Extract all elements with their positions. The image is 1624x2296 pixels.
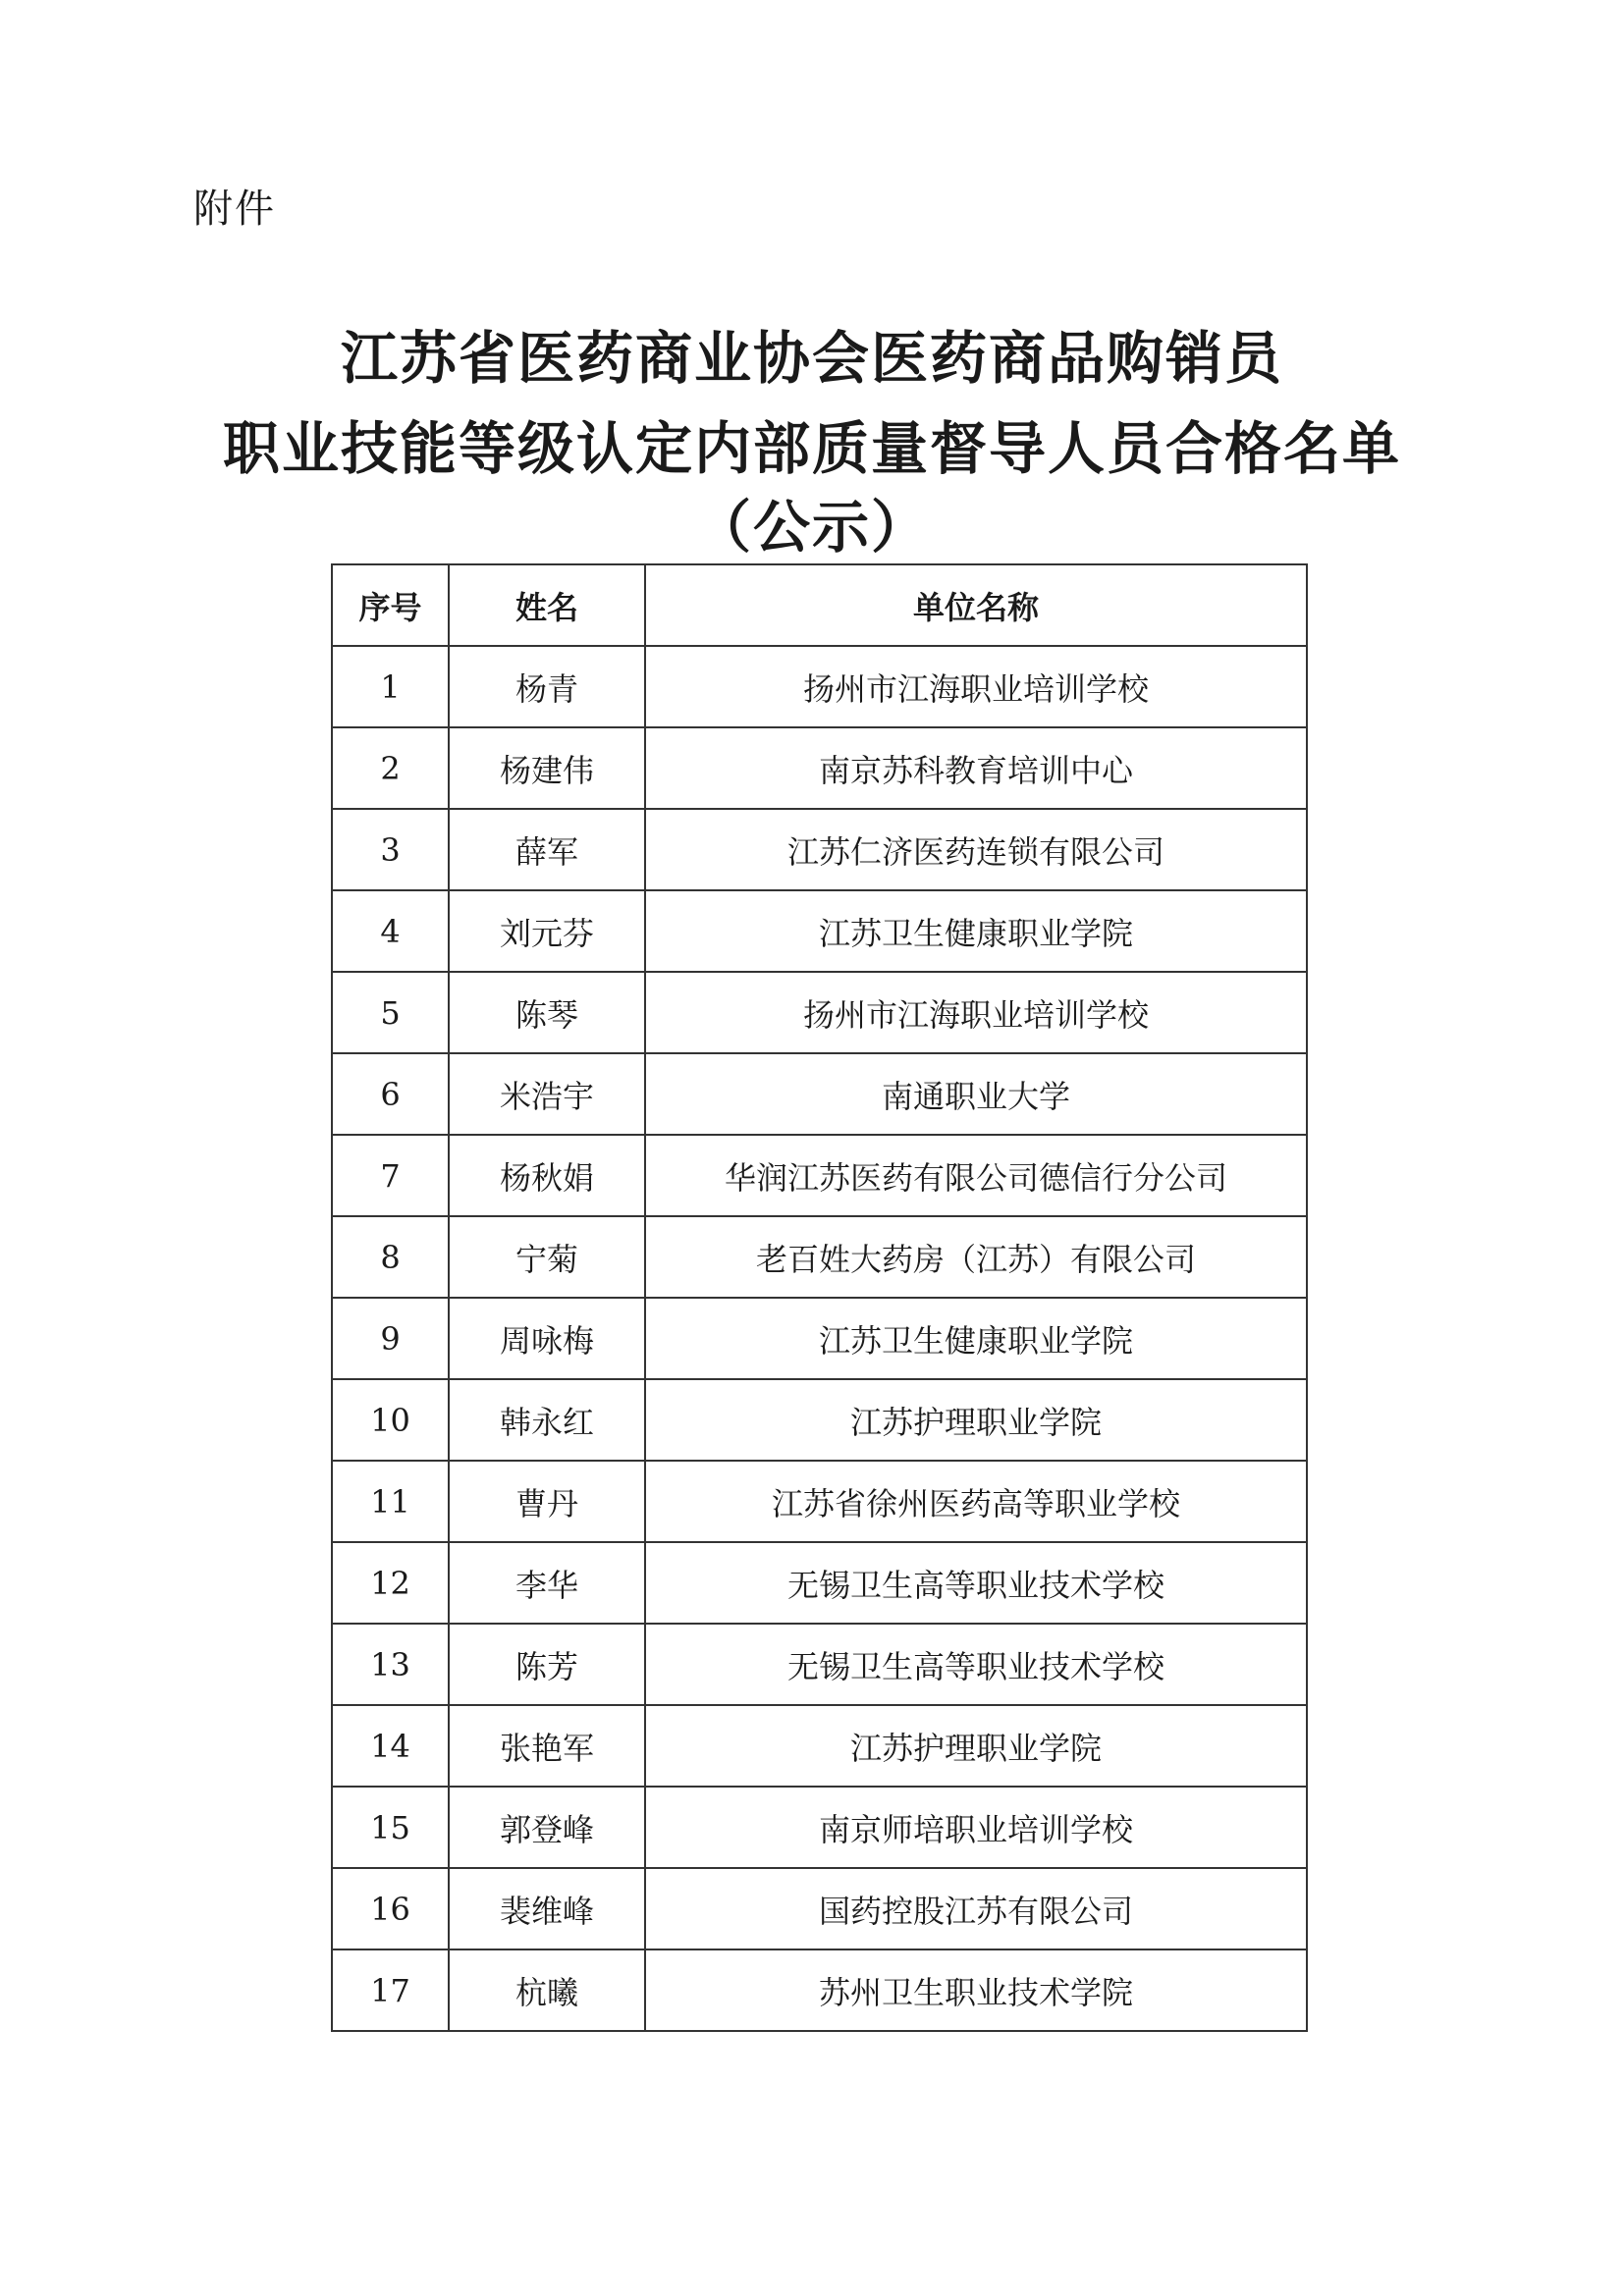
cell-org: 江苏护理职业学院 (645, 1379, 1307, 1461)
document-title-line-1: 江苏省医药商业协会医药商品购销员 (340, 325, 1283, 392)
table-body (332, 646, 1307, 2031)
cell-no: 1 (332, 646, 449, 727)
cell-no: 13 (332, 1624, 449, 1705)
table-row (332, 1216, 1307, 1298)
cell-name: 刘元芬 (449, 890, 645, 972)
cell-no: 11 (332, 1461, 449, 1542)
cell-name: 杨青 (449, 646, 645, 727)
cell-org: 江苏仁济医药连锁有限公司 (645, 809, 1307, 890)
cell-no: 8 (332, 1216, 449, 1298)
cell-org: 南京苏科教育培训中心 (645, 727, 1307, 809)
attachment-label: 附件 (193, 187, 276, 232)
column-header-no: 序号 (332, 564, 449, 646)
document-title-line-3: （公示） (693, 494, 930, 561)
table-header-row (332, 564, 1307, 646)
cell-name: 薛军 (449, 809, 645, 890)
table-row (332, 890, 1307, 972)
cell-org: 江苏卫生健康职业学院 (645, 1298, 1307, 1379)
cell-org: 江苏省徐州医药高等职业学校 (645, 1461, 1307, 1542)
document-title-line-2: 职业技能等级认定内部质量督导人员合格名单 (222, 415, 1401, 482)
cell-name: 郭登峰 (449, 1787, 645, 1868)
table-row (332, 1461, 1307, 1542)
cell-name: 杨建伟 (449, 727, 645, 809)
cell-no: 7 (332, 1135, 449, 1216)
cell-org: 江苏护理职业学院 (645, 1705, 1307, 1787)
cell-org: 国药控股江苏有限公司 (645, 1868, 1307, 1949)
cell-name: 裴维峰 (449, 1868, 645, 1949)
cell-name: 周咏梅 (449, 1298, 645, 1379)
cell-name: 米浩宇 (449, 1053, 645, 1135)
cell-org: 江苏卫生健康职业学院 (645, 890, 1307, 972)
table-row (332, 1379, 1307, 1461)
cell-no: 15 (332, 1787, 449, 1868)
cell-name: 陈芳 (449, 1624, 645, 1705)
table-row (332, 1787, 1307, 1868)
table-row (332, 1542, 1307, 1624)
cell-org: 苏州卫生职业技术学院 (645, 1949, 1307, 2031)
cell-org: 扬州市江海职业培训学校 (645, 646, 1307, 727)
table-row (332, 1298, 1307, 1379)
table-row (332, 1949, 1307, 2031)
cell-org: 南通职业大学 (645, 1053, 1307, 1135)
cell-name: 杨秋娟 (449, 1135, 645, 1216)
cell-no: 9 (332, 1298, 449, 1379)
cell-name: 杭曦 (449, 1949, 645, 2031)
table-row (332, 727, 1307, 809)
table-row (332, 1135, 1307, 1216)
cell-org: 南京师培职业培训学校 (645, 1787, 1307, 1868)
cell-no: 10 (332, 1379, 449, 1461)
table-row (332, 1705, 1307, 1787)
cell-no: 3 (332, 809, 449, 890)
cell-org: 华润江苏医药有限公司德信行分公司 (645, 1135, 1307, 1216)
cell-no: 12 (332, 1542, 449, 1624)
cell-no: 6 (332, 1053, 449, 1135)
cell-no: 4 (332, 890, 449, 972)
table-row (332, 809, 1307, 890)
cell-org: 扬州市江海职业培训学校 (645, 972, 1307, 1053)
cell-no: 17 (332, 1949, 449, 2031)
cell-name: 李华 (449, 1542, 645, 1624)
qualified-personnel-table (331, 563, 1308, 2032)
table-row (332, 1624, 1307, 1705)
cell-name: 张艳军 (449, 1705, 645, 1787)
cell-no: 5 (332, 972, 449, 1053)
cell-no: 16 (332, 1868, 449, 1949)
column-header-org: 单位名称 (645, 564, 1307, 646)
table-row (332, 972, 1307, 1053)
cell-name: 曹丹 (449, 1461, 645, 1542)
cell-org: 无锡卫生高等职业技术学校 (645, 1624, 1307, 1705)
cell-no: 14 (332, 1705, 449, 1787)
cell-name: 韩永红 (449, 1379, 645, 1461)
table-row (332, 1868, 1307, 1949)
cell-name: 宁菊 (449, 1216, 645, 1298)
column-header-name: 姓名 (449, 564, 645, 646)
cell-no: 2 (332, 727, 449, 809)
table-row (332, 646, 1307, 727)
table-row (332, 1053, 1307, 1135)
cell-org: 老百姓大药房（江苏）有限公司 (645, 1216, 1307, 1298)
cell-name: 陈琴 (449, 972, 645, 1053)
cell-org: 无锡卫生高等职业技术学校 (645, 1542, 1307, 1624)
